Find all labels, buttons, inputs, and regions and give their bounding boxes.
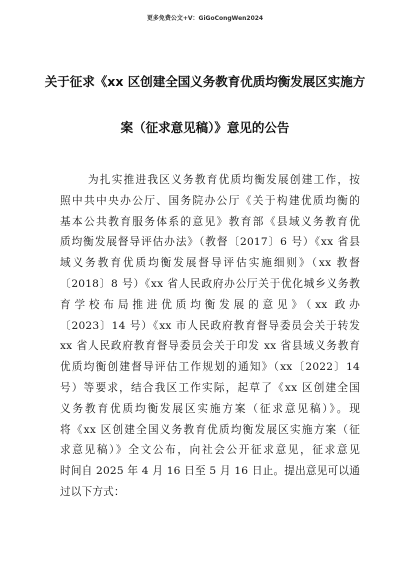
body-line: 质均衡发展督导评估办法》（教督〔2017〕6 号）《xx 省县: [60, 236, 360, 249]
body-line: 〔2018〕8 号）《xx 省人民政府办公厅关于优化城乡义务教: [60, 277, 360, 290]
document-title-line-2: 案（征求意见稿）》意见的公告: [120, 120, 290, 135]
body-line: 求意见稿）》全文公布，向社会公开征求意见，征求意见: [60, 444, 360, 457]
document-body: [60, 170, 360, 503]
body-line: 将《xx 区创建全国义务教育优质均衡发展区实施方案（征: [60, 423, 360, 436]
body-line: 域义务教育优质均衡发展督导评估实施细则》（xx 教督: [60, 257, 360, 270]
body-line: 优质均衡创建督导评估工作规划的通知》（xx〔2022〕14: [60, 361, 360, 374]
header-watermark: 更多免费公文+V：GiGoCongWen2024: [146, 15, 264, 22]
body-line: 号）等要求，结合我区工作实际，起草了《xx 区创建全国: [60, 381, 360, 394]
body-line: 为扎实推进我区义务教育优质均衡发展创建工作，按: [88, 174, 360, 186]
document-title-line-1: 关于征求《xx 区创建全国义务教育优质均衡发展区实施方: [44, 74, 366, 89]
body-line: xx 省人民政府教育督导委员会关于印发 xx 省县域义务教育: [60, 340, 360, 353]
body-line: 基本公共教育服务体系的意见》教育部《县域义务教育优: [60, 215, 360, 228]
body-line: 过以下方式：: [60, 485, 125, 498]
body-line: 义务教育优质均衡发展区实施方案（征求意见稿）》。现: [60, 402, 360, 415]
body-line: 照中共中央办公厅、国务院办公厅《关于构建优质均衡的: [60, 194, 360, 207]
body-line: 育学校布局推进优质均衡发展的意见》（xx 政办: [60, 298, 360, 311]
body-line: 时间自 2025 年 4 月 16 日至 5 月 16 日止。提出意见可以通: [60, 465, 360, 478]
body-line: 〔2023〕14 号）《xx 市人民政府教育督导委员会关于转发: [60, 319, 360, 332]
